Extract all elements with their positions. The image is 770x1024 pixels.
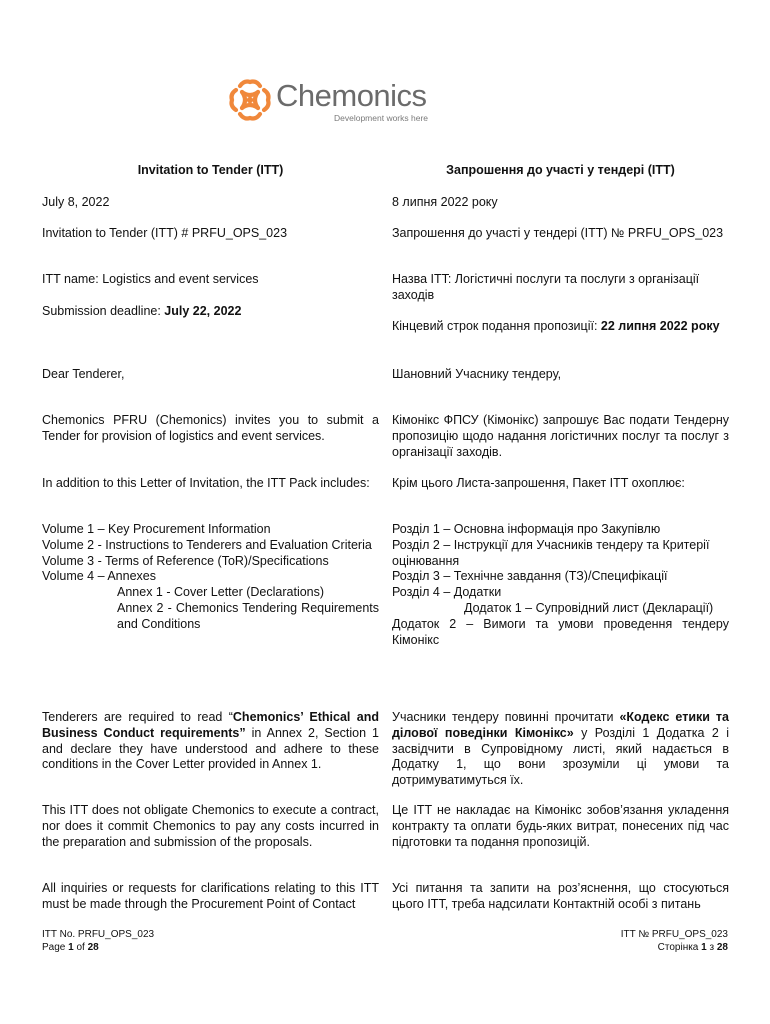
list-item-annex: Annex 1 - Cover Letter (Declarations) bbox=[117, 585, 325, 600]
list-item-annex: Додаток 2 – Вимоги та умови проведення тендеру Кімонікс bbox=[392, 616, 729, 647]
ethics-text-uk-c: у Розділі 1 Додатка 2 і засвідчити в Супровідному листі, який надається в Додатку 1, що вони зрозуміли ці умови та дотримуватимуться їх. bbox=[392, 725, 730, 788]
list-item: Розділ 4 – Додатки bbox=[392, 585, 502, 600]
deadline-en bbox=[42, 304, 379, 320]
deadline-label-en: Submission deadline: bbox=[42, 304, 165, 318]
brand-name: Chemonics bbox=[276, 78, 427, 113]
page-number: 1 bbox=[68, 941, 74, 953]
page-of: of bbox=[73, 941, 88, 953]
footer-page-uk bbox=[621, 942, 728, 955]
ethics-text-uk-a: Учасники тендеру повинні прочитати bbox=[392, 710, 620, 724]
inquiries-en: All inquiries or requests for clarifications relating to this ITT must be made through the Procurement Point of Contact bbox=[42, 881, 379, 911]
title-en: Invitation to Tender (ITT) bbox=[137, 163, 284, 177]
footer-itt-number-en: ITT No. PRFU_OPS_023 bbox=[42, 929, 155, 940]
sections-list-uk bbox=[392, 522, 729, 648]
page-label: Сторінка bbox=[657, 941, 702, 953]
list-item: Розділ 2 – Інструкції для Учасників тендеру та Критерії оцінювання bbox=[392, 537, 710, 568]
obligation-uk: Це ITT не накладає на Кімонікс зобов’язання укладення контракту та оплати будь-яких витрат, понесених під час підготовки та подання пропозицій. bbox=[392, 803, 729, 849]
ethics-uk bbox=[392, 710, 729, 789]
page-of: з bbox=[706, 941, 717, 953]
pack-intro-en: In addition to this Letter of Invitation, the ITT Pack includes: bbox=[42, 476, 370, 490]
ethics-highlight-en: Chemonics’ Ethical and Business Conduct requirements” bbox=[42, 710, 379, 740]
ethics-text-en-a: Tenderers are required to read “ bbox=[42, 710, 233, 724]
ethics-highlight-uk: «Кодекс етики та ділової поведінки Кімонікс» bbox=[392, 710, 729, 740]
brand-tagline: Development works here bbox=[334, 113, 429, 123]
pack-intro-uk: Крім цього Листа-запрошення, Пакет ITT охоплює: bbox=[392, 476, 685, 490]
ethics-text-en-c: in Annex 2, Section 1 and declare they have understood and adhere to these conditions in the Cover Letter provided in Annex 1. bbox=[42, 725, 380, 772]
page-total: 28 bbox=[716, 941, 728, 953]
chemonics-logo-icon bbox=[226, 76, 274, 124]
list-item: Розділ 1 – Основна інформація про Закупівлю bbox=[392, 522, 661, 536]
list-item: Volume 1 – Key Procurement Information bbox=[42, 522, 271, 536]
page-number: 1 bbox=[701, 941, 707, 953]
greeting-uk: Шановний Учаснику тендеру, bbox=[392, 367, 562, 381]
date-en: July 8, 2022 bbox=[42, 195, 110, 209]
itt-number-uk: Запрошення до участі у тендері (ITT) № PRFU_OPS_023 bbox=[392, 226, 724, 240]
page-total: 28 bbox=[87, 941, 99, 953]
list-item: Розділ 3 – Технічне завдання (ТЗ)/Специфікації bbox=[392, 569, 668, 584]
itt-name-uk: Назва ITT: Логістичні послуги та послуги з організації заходів bbox=[392, 272, 700, 302]
list-item-annex: Додаток 1 – Супровідний лист (Декларації) bbox=[464, 600, 714, 615]
inquiries-uk: Усі питання та запити на роз’яснення, що стосуються цього ITT, треба надсилати Контактній особі з питань bbox=[392, 881, 729, 911]
intro-uk: Кімонікс ФПСУ (Кімонікс) запрошує Вас подати Тендерну пропозицію щодо надання логістичних послуг та послуг з організації заходів. bbox=[392, 413, 729, 459]
deadline-value-uk: 22 липня 2022 року bbox=[600, 319, 720, 333]
greeting-en: Dear Tenderer, bbox=[42, 367, 125, 381]
deadline-uk bbox=[392, 319, 729, 335]
ethics-en bbox=[42, 710, 379, 773]
itt-number-en: Invitation to Tender (ITT) # PRFU_OPS_023 bbox=[42, 226, 288, 240]
list-item: Volume 2 - Instructions to Tenderers and Evaluation Criteria bbox=[42, 537, 372, 552]
obligation-en: This ITT does not obligate Chemonics to execute a contract, nor does it commit Chemonics to pay any costs incurred in the preparation and submission of the proposals. bbox=[42, 803, 379, 849]
list-item-annex: Annex 2 - Chemonics Tendering Requirements and Conditions bbox=[117, 600, 379, 631]
deadline-label-uk: Кінцевий строк подання пропозиції: bbox=[392, 319, 601, 333]
page-label: Page bbox=[42, 941, 69, 953]
footer-itt-number-uk: ITT № PRFU_OPS_023 bbox=[620, 929, 728, 940]
footer-right bbox=[621, 929, 728, 954]
deadline-value-en: July 22, 2022 bbox=[164, 304, 242, 318]
footer-page-en bbox=[42, 942, 154, 955]
date-uk: 8 липня 2022 року bbox=[392, 195, 498, 209]
list-item: Volume 3 - Terms of Reference (ToR)/Specifications bbox=[42, 553, 329, 568]
title-uk: Запрошення до участі у тендері (ITT) bbox=[446, 163, 675, 177]
volumes-list-en bbox=[42, 522, 379, 633]
intro-en: Chemonics PFRU (Chemonics) invites you to submit a Tender for provision of logistics and event services. bbox=[42, 413, 379, 443]
chemonics-logo bbox=[226, 74, 466, 126]
list-item: Volume 4 – Annexes bbox=[42, 569, 156, 584]
itt-name-en: ITT name: Logistics and event services bbox=[42, 272, 259, 286]
footer-left bbox=[42, 929, 154, 954]
